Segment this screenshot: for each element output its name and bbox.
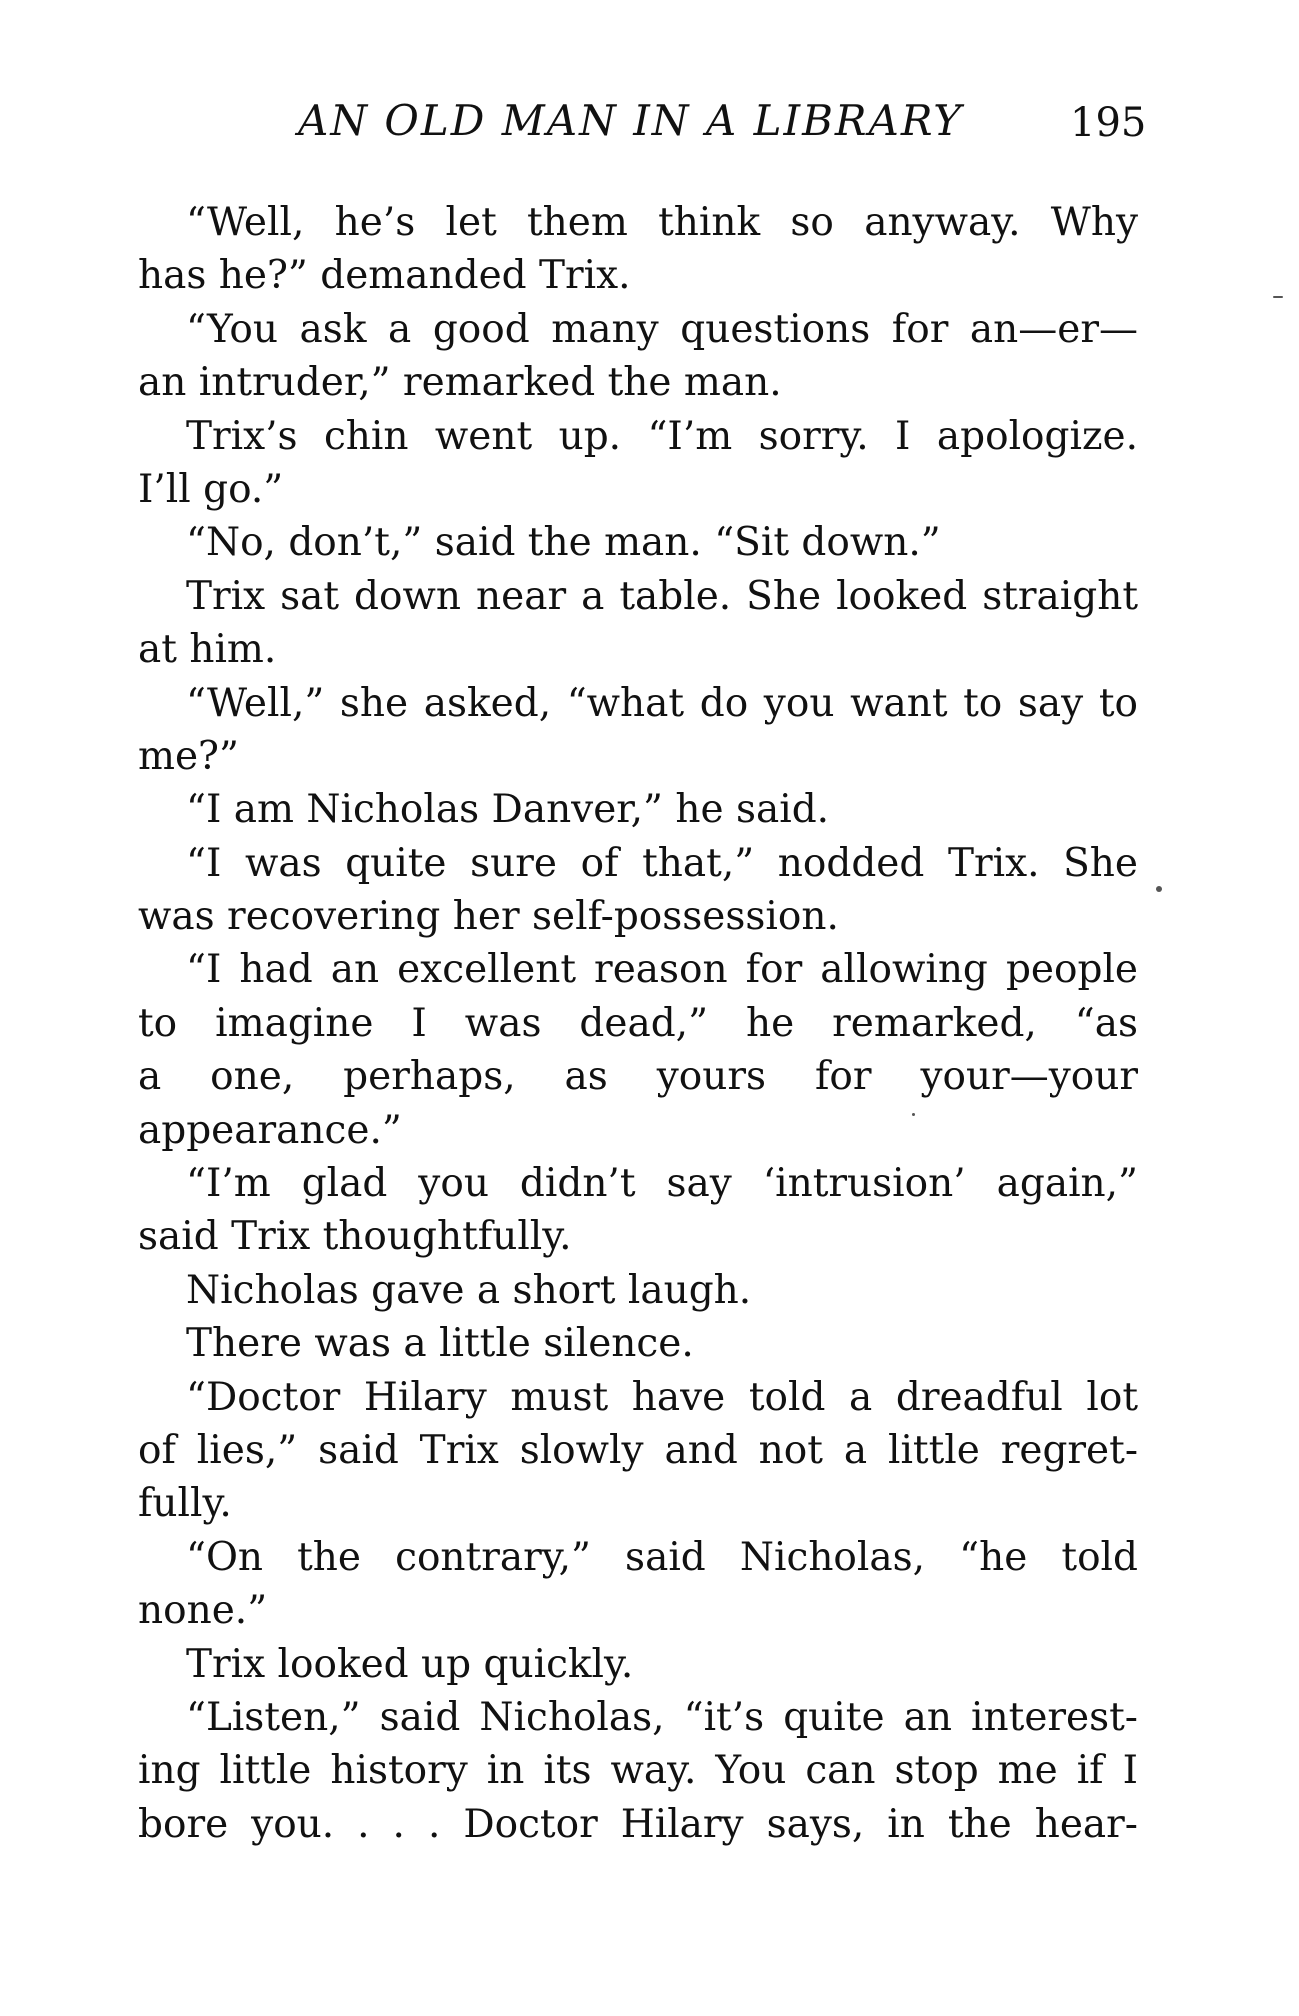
text-line: appearance.” (138, 1107, 402, 1153)
text-line: has he?” demanded Trix. (138, 253, 631, 299)
text-line: “You ask a good many questions for an—er— (186, 306, 1138, 352)
text-line: “On the contrary,” said Nicholas, “he told (186, 1534, 1138, 1580)
text-line: Nicholas gave a short laugh. (186, 1267, 752, 1313)
text-line: “Doctor Hilary must have told a dreadful lot (186, 1374, 1138, 1420)
text-line: “I was quite sure of that,” nodded Trix. She (186, 840, 1138, 886)
text-line: “Listen,” said Nicholas, “it’s quite an interest- (186, 1694, 1138, 1740)
text-line: “No, don’t,” said the man. “Sit down.” (186, 520, 941, 566)
text-line: none.” (138, 1588, 268, 1634)
scan-speck (1156, 886, 1162, 892)
scan-speck (1273, 296, 1283, 298)
text-line: said Trix thoughtfully. (138, 1214, 572, 1260)
text-line: bore you. . . . Doctor Hilary says, in the hear- (138, 1801, 1138, 1847)
text-line: a one, perhaps, as yours for your—your (138, 1054, 1138, 1100)
text-line: at him. (138, 627, 277, 673)
text-line: fully. (138, 1481, 232, 1527)
text-line: “I am Nicholas Danver,” he said. (186, 787, 830, 833)
text-line: of lies,” said Trix slowly and not a little regret- (138, 1427, 1138, 1473)
text-line: ing little history in its way. You can stop me if I (138, 1748, 1138, 1794)
text-line: I’ll go.” (138, 466, 284, 512)
page-number: 195 (1070, 100, 1147, 146)
text-line: to imagine I was dead,” he remarked, “as (138, 1000, 1138, 1046)
running-head (0, 96, 1299, 156)
scan-speck (912, 1113, 915, 1116)
text-line: an intruder,” remarked the man. (138, 360, 782, 406)
body-text (138, 196, 1138, 1851)
text-line: was recovering her self-possession. (138, 894, 839, 940)
text-line: Trix sat down near a table. She looked straight (186, 573, 1138, 619)
text-line: “I’m glad you didn’t say ‘intrusion’ again,” (186, 1161, 1138, 1207)
text-line: Trix’s chin went up. “I’m sorry. I apologize. (186, 413, 1138, 459)
text-line: “Well,” she asked, “what do you want to say to (186, 680, 1138, 726)
text-line: “Well, he’s let them think so anyway. Why (186, 200, 1138, 245)
text-line: Trix looked up quickly. (186, 1641, 634, 1687)
text-line: me?” (138, 733, 239, 779)
text-line: “I had an excellent reason for allowing people (186, 947, 1138, 993)
running-head-title: AN OLD MAN IN A LIBRARY (298, 96, 963, 145)
text-line: There was a little silence. (186, 1321, 694, 1367)
